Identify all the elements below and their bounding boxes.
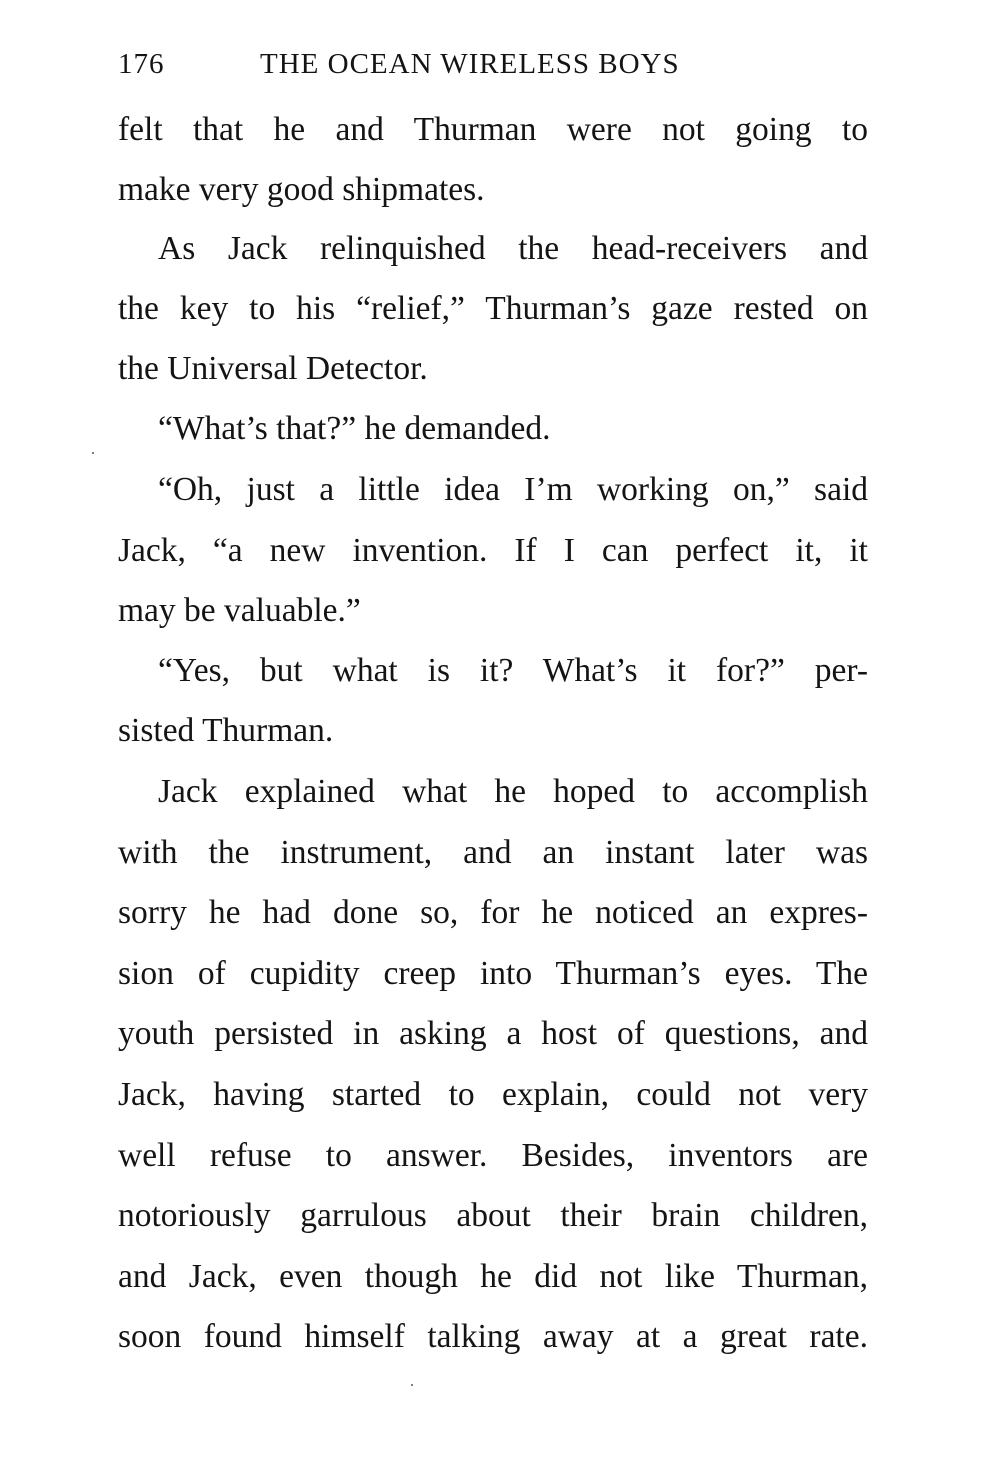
text-line: sisted Thurman. (118, 712, 334, 749)
scan-speck (411, 1384, 413, 1386)
text-line: “Yes, but what is it? What’s it for?” per- (158, 652, 868, 689)
text-line: Jack, “a new invention. If I can perfect it, it (118, 532, 868, 569)
text-line: well refuse to answer. Besides, inventors are (118, 1137, 868, 1174)
text-line: with the instrument, and an instant later was (118, 834, 868, 871)
text-line: sion of cupidity creep into Thurman’s eyes. The (118, 955, 868, 992)
text-line: and Jack, even though he did not like Thurman, (118, 1258, 868, 1295)
text-line: the key to his “relief,” Thurman’s gaze rested on (118, 290, 868, 327)
text-line: notoriously garrulous about their brain children, (118, 1197, 868, 1234)
text-line: soon found himself talking away at a great rate. (118, 1318, 868, 1355)
text-line: “What’s that?” he demanded. (158, 410, 551, 447)
text-line: felt that he and Thurman were not going to (118, 111, 868, 148)
scan-speck (92, 452, 94, 454)
text-line: Jack, having started to explain, could not very (118, 1076, 868, 1113)
text-line: the Universal Detector. (118, 350, 428, 387)
text-line: Jack explained what he hoped to accomplish (158, 773, 868, 810)
page-header (118, 48, 878, 88)
running-title: THE OCEAN WIRELESS BOYS (260, 48, 680, 80)
page-number: 176 (118, 48, 165, 80)
text-line: may be valuable.” (118, 592, 361, 629)
text-line: As Jack relinquished the head-receivers and (158, 230, 868, 267)
text-line: make very good shipmates. (118, 171, 485, 208)
text-line: “Oh, just a little idea I’m working on,” said (158, 471, 868, 508)
text-line: youth persisted in asking a host of questions, and (118, 1015, 868, 1052)
text-line: sorry he had done so, for he noticed an expres- (118, 894, 868, 931)
